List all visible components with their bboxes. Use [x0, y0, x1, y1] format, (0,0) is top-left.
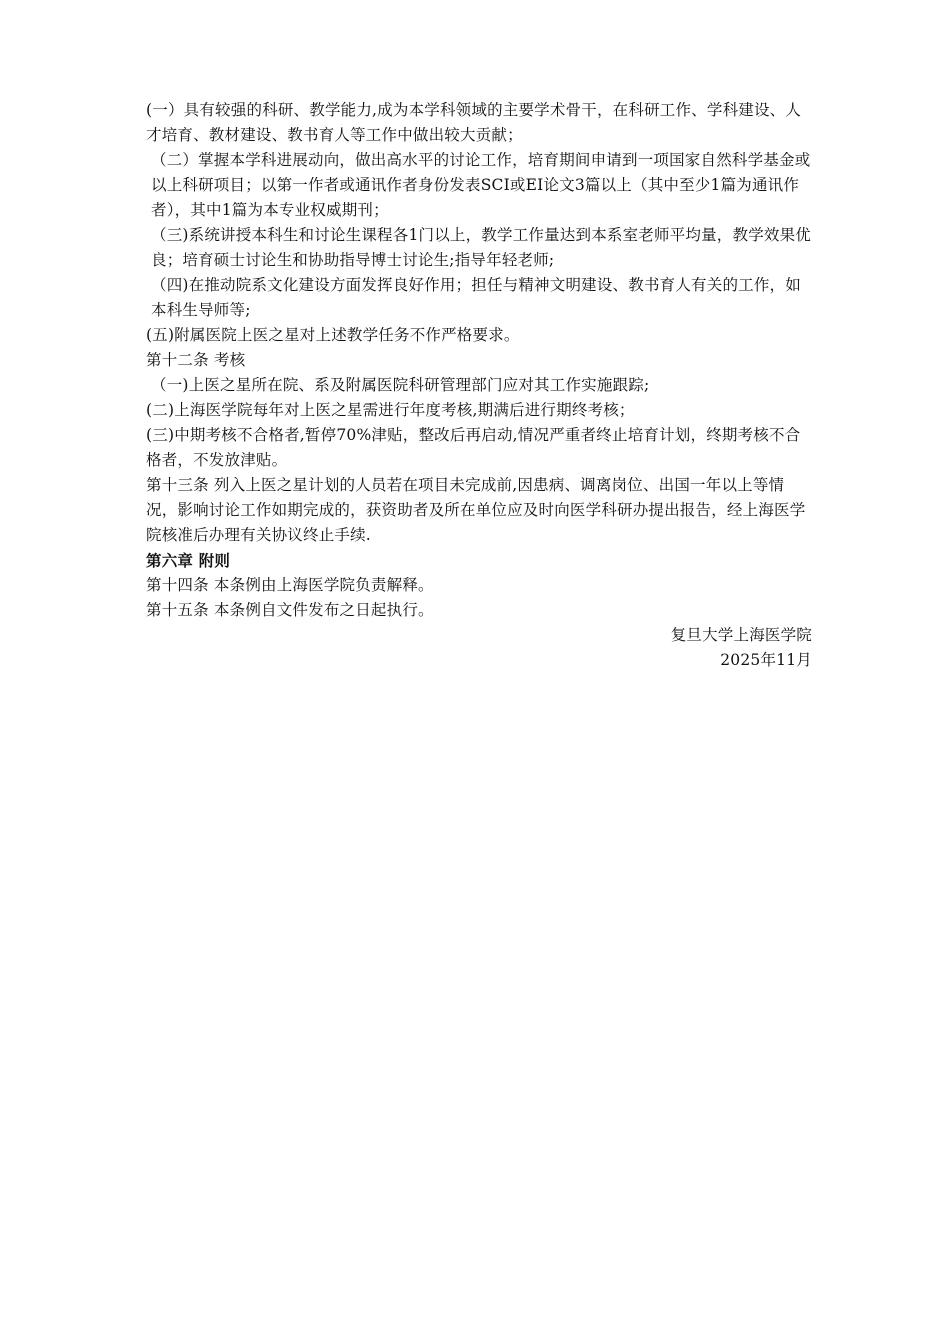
article-12-item-3: (三)中期考核不合格者,暂停70%津贴，整改后再启动,情况严重者终止培育计划，终期考核不合格者，不发放津贴。: [146, 426, 801, 469]
section-item-4: （四)在推动院系文化建设方面发挥良好作用；担任与精神文明建设、教书育人有关的工作，如本科生导师等;: [151, 276, 801, 319]
article-15: 第十五条 本条例自文件发布之日起执行。: [146, 601, 434, 619]
article-14: 第十四条 本条例由上海医学院负责解释。: [146, 576, 434, 594]
article-12-item-1: （一)上医之星所在院、系及附属医院科研管理部门应对其工作实施跟踪;: [151, 376, 650, 394]
document-body: [146, 98, 812, 673]
article-12-title: 第十二条 考核: [146, 351, 246, 369]
section-item-3: （三)系统讲授本科生和讨论生课程各1门以上，教学工作量达到本系室老师平均量，教学效果优良；培育硕士讨论生和协助指导博士讨论生;指导年轻老师;: [151, 226, 812, 269]
section-item-1: (一）具有较强的科研、教学能力,成为本学科领域的主要学术骨干，在科研工作、学科建设、人才培育、教材建设、教书育人等工作中做出较大贡献；: [146, 101, 802, 144]
article-12-item-2: (二)上海医学院每年对上医之星需进行年度考核,期满后进行期终考核；: [146, 401, 635, 419]
section-item-2: （二）掌握本学科进展动向，做出高水平的讨论工作，培育期间申请到一项国家自然科学基金或以上科研项目；以第一作者或通讯作者身份发表SCI或EI论文3篇以上（其中至少1篇为通讯作者），其中1篇为本专业权威期刊；: [151, 151, 811, 219]
signature-date: 2025年11月: [720, 651, 812, 669]
section-item-5: (五)附属医院上医之星对上述教学任务不作严格要求。: [146, 326, 520, 344]
signature-organization: 复旦大学上海医学院: [670, 626, 812, 644]
article-13: 第十三条 列入上医之星计划的人员若在项目未完成前,因患病、调离岗位、出国一年以上等情况，影响讨论工作如期完成的，获资助者及所在单位应及时向医学科研办提出报告，经上海医学院核准后办理有关协议终止手续.: [146, 476, 806, 544]
chapter-6-title: 第六章 附则: [146, 551, 231, 570]
